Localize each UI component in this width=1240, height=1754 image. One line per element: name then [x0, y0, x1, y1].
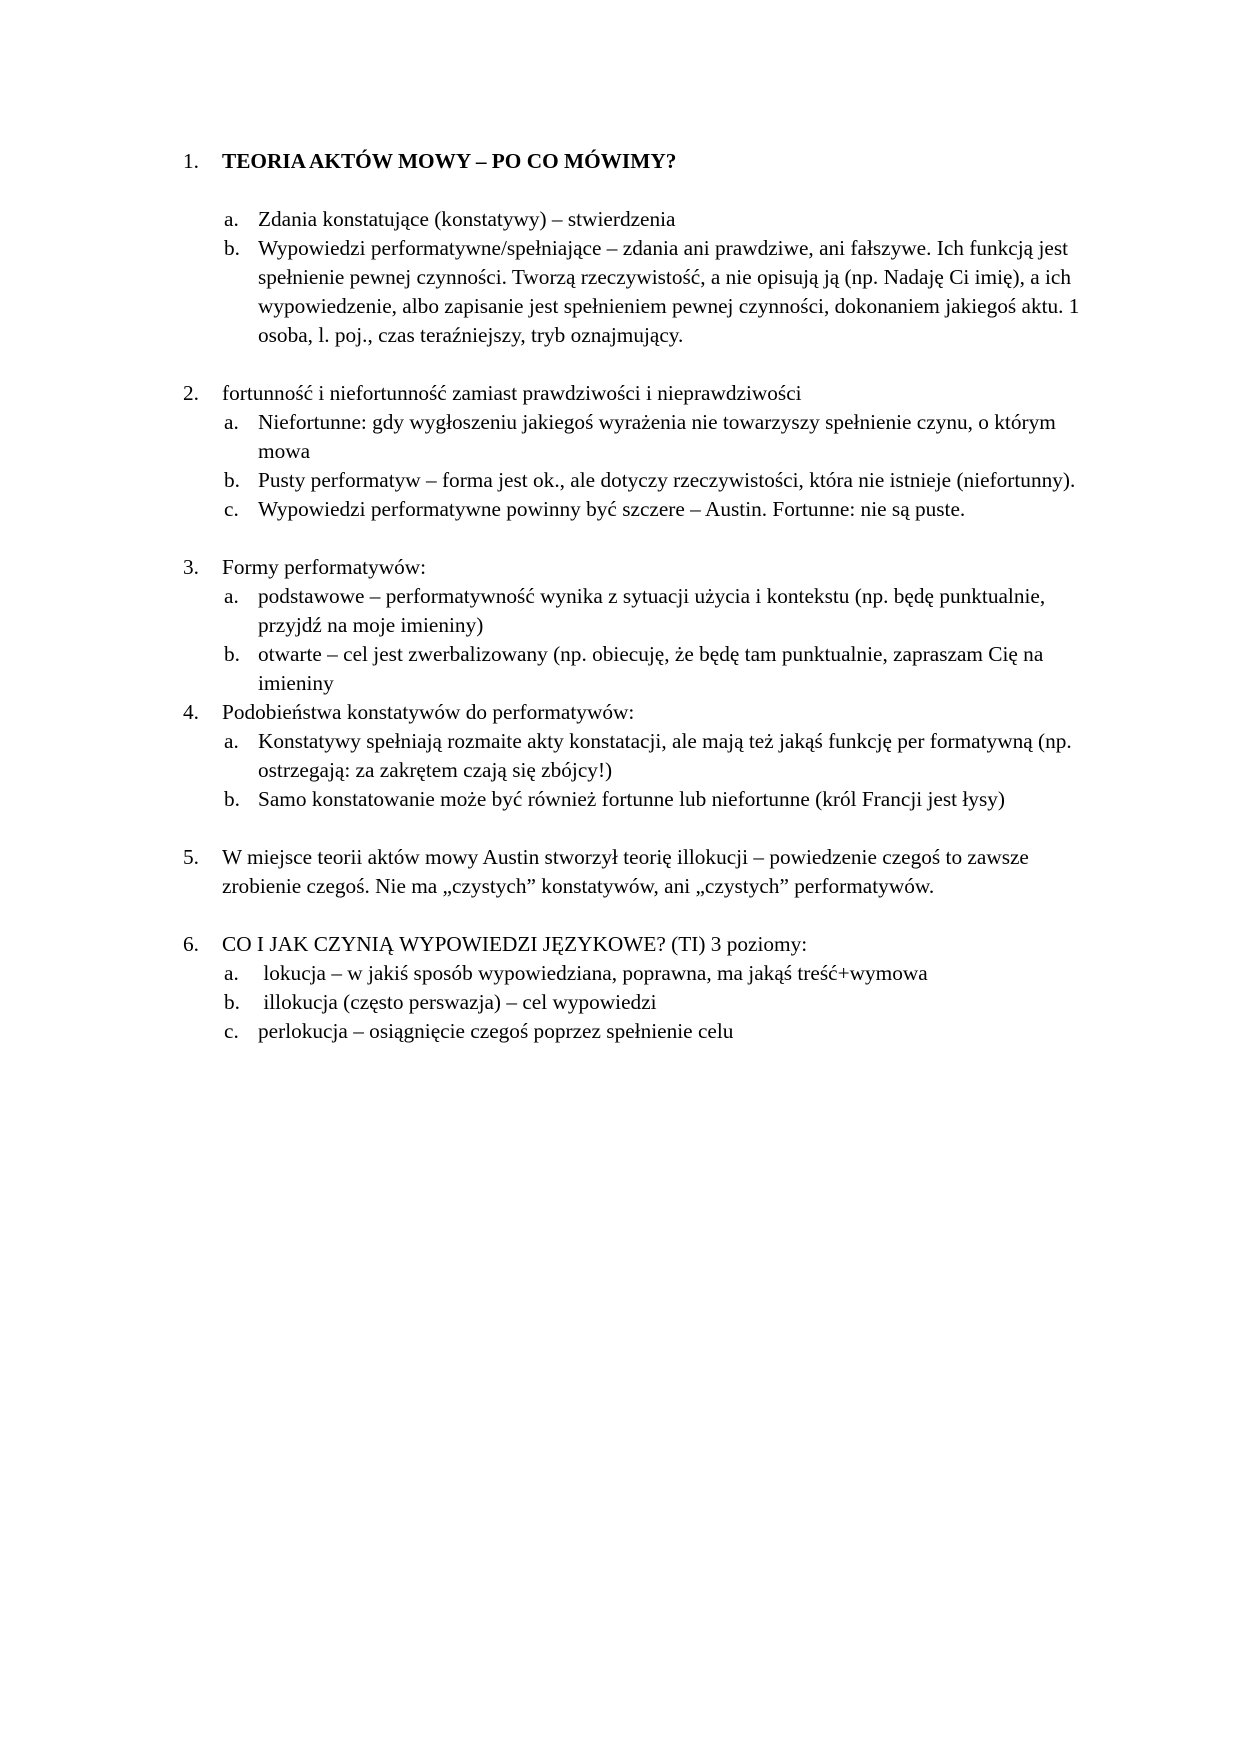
- section-heading: [183, 379, 1103, 408]
- section-heading-text: TEORIA AKTÓW MOWY – PO CO MÓWIMY?: [222, 149, 677, 173]
- list-item: [183, 582, 1103, 640]
- list-item-letter: b.: [224, 642, 240, 666]
- section-heading-text: Formy performatywów:: [222, 555, 427, 579]
- list-item-text: podstawowe – performatywność wynika z sytuacji użycia i kontekstu (np. będę punktualnie, przyjdź na moje imieniny): [258, 584, 1051, 637]
- section-number: 6.: [183, 932, 199, 956]
- list-item-text: Samo konstatowanie może być również fortunne lub niefortunne (król Francji jest łysy): [258, 787, 1005, 811]
- spacer: [183, 176, 1103, 205]
- section-heading: [183, 698, 1103, 727]
- list-item-letter: a.: [224, 729, 239, 753]
- list-item-text: Konstatywy spełniają rozmaite akty konstatacji, ale mają też jakąś funkcję per formatywną (np. ostrzegają: za zakrętem czają się zbójcy!): [258, 729, 1078, 782]
- spacer: [183, 901, 1103, 930]
- list-item-letter: c.: [224, 497, 239, 521]
- list-item-text: perlokucja – osiągnięcie czegoś poprzez spełnienie celu: [258, 1019, 734, 1043]
- list-item: [183, 495, 1103, 524]
- spacer: [183, 814, 1103, 843]
- section-number: 5.: [183, 845, 199, 869]
- list-item-letter: b.: [224, 787, 240, 811]
- list-item: [183, 988, 1103, 1017]
- list-item: [183, 727, 1103, 785]
- sub-list: [183, 727, 1103, 814]
- document-body: [183, 147, 1103, 1046]
- list-item-letter: b.: [224, 236, 240, 260]
- outline-section-2: [183, 379, 1103, 553]
- section-heading-text: CO I JAK CZYNIĄ WYPOWIEDZI JĘZYKOWE? (TI) 3 poziomy:: [222, 932, 808, 956]
- list-item: [183, 785, 1103, 814]
- section-heading: [183, 930, 1103, 959]
- list-item: [183, 205, 1103, 234]
- sub-list: [183, 205, 1103, 350]
- list-item: [183, 959, 1103, 988]
- list-item-text: Wypowiedzi performatywne/spełniające – zdania ani prawdziwe, ani fałszywe. Ich funkcją jest spełnienie pewnej czynności. Tworzą rzeczywistość, a nie opisują ją (np. Nadaję Ci imię), a ich wypowiedzenie, albo zapisanie jest spełnieniem pewnej czynności, dokonaniem jakiegoś aktu. 1 osoba, l. poj., czas teraźniejszy, tryb oznajmujący.: [258, 236, 1085, 347]
- list-item-letter: a.: [224, 961, 239, 985]
- section-number: 2.: [183, 381, 199, 405]
- outline-section-6: [183, 930, 1103, 1046]
- list-item-letter: a.: [224, 410, 239, 434]
- list-item-text: Pusty performatyw – forma jest ok., ale dotyczy rzeczywistości, która nie istnieje (niefortunny).: [258, 468, 1076, 492]
- list-item-text: Niefortunne: gdy wygłoszeniu jakiegoś wyrażenia nie towarzyszy spełnienie czynu, o którym mowa: [258, 410, 1062, 463]
- list-item-text: Zdania konstatujące (konstatywy) – stwierdzenia: [258, 207, 676, 231]
- sub-list: [183, 959, 1103, 1046]
- list-item-text: otwarte – cel jest zwerbalizowany (np. obiecuję, że będę tam punktualnie, zapraszam Cię na imieniny: [258, 642, 1049, 695]
- sub-list: [183, 582, 1103, 698]
- list-item-letter: a.: [224, 584, 239, 608]
- list-item-text: lokucja – w jakiś sposób wypowiedziana, poprawna, ma jakąś treść+wymowa: [258, 961, 928, 985]
- list-item: [183, 466, 1103, 495]
- outline-section-1: [183, 147, 1103, 379]
- list-item: [183, 640, 1103, 698]
- outline-section-5: [183, 843, 1103, 930]
- list-item: [183, 408, 1103, 466]
- section-number: 1.: [183, 149, 199, 173]
- list-item: [183, 1017, 1103, 1046]
- section-heading: [183, 553, 1103, 582]
- list-item-letter: b.: [224, 990, 240, 1014]
- list-item: [183, 234, 1103, 350]
- spacer: [183, 524, 1103, 553]
- section-heading-text: W miejsce teorii aktów mowy Austin stworzył teorię illokucji – powiedzenie czegoś to zawsze zrobienie czegoś. Nie ma „czystych” konstatywów, ani „czystych” performatywów.: [222, 845, 1029, 898]
- section-heading: [183, 147, 1103, 176]
- outline-section-3: [183, 553, 1103, 698]
- list-item-text: illokucja (często perswazja) – cel wypowiedzi: [258, 990, 657, 1014]
- outline-section-4: [183, 698, 1103, 843]
- section-heading: [183, 843, 1103, 901]
- section-heading-text: fortunność i niefortunność zamiast prawdziwości i nieprawdziwości: [222, 381, 802, 405]
- list-item-letter: c.: [224, 1019, 239, 1043]
- section-number: 4.: [183, 700, 199, 724]
- sub-list: [183, 408, 1103, 524]
- section-number: 3.: [183, 555, 199, 579]
- list-item-letter: b.: [224, 468, 240, 492]
- list-item-letter: a.: [224, 207, 239, 231]
- spacer: [183, 350, 1103, 379]
- section-heading-text: Podobieństwa konstatywów do performatywów:: [222, 700, 635, 724]
- list-item-text: Wypowiedzi performatywne powinny być szczere – Austin. Fortunne: nie są puste.: [258, 497, 966, 521]
